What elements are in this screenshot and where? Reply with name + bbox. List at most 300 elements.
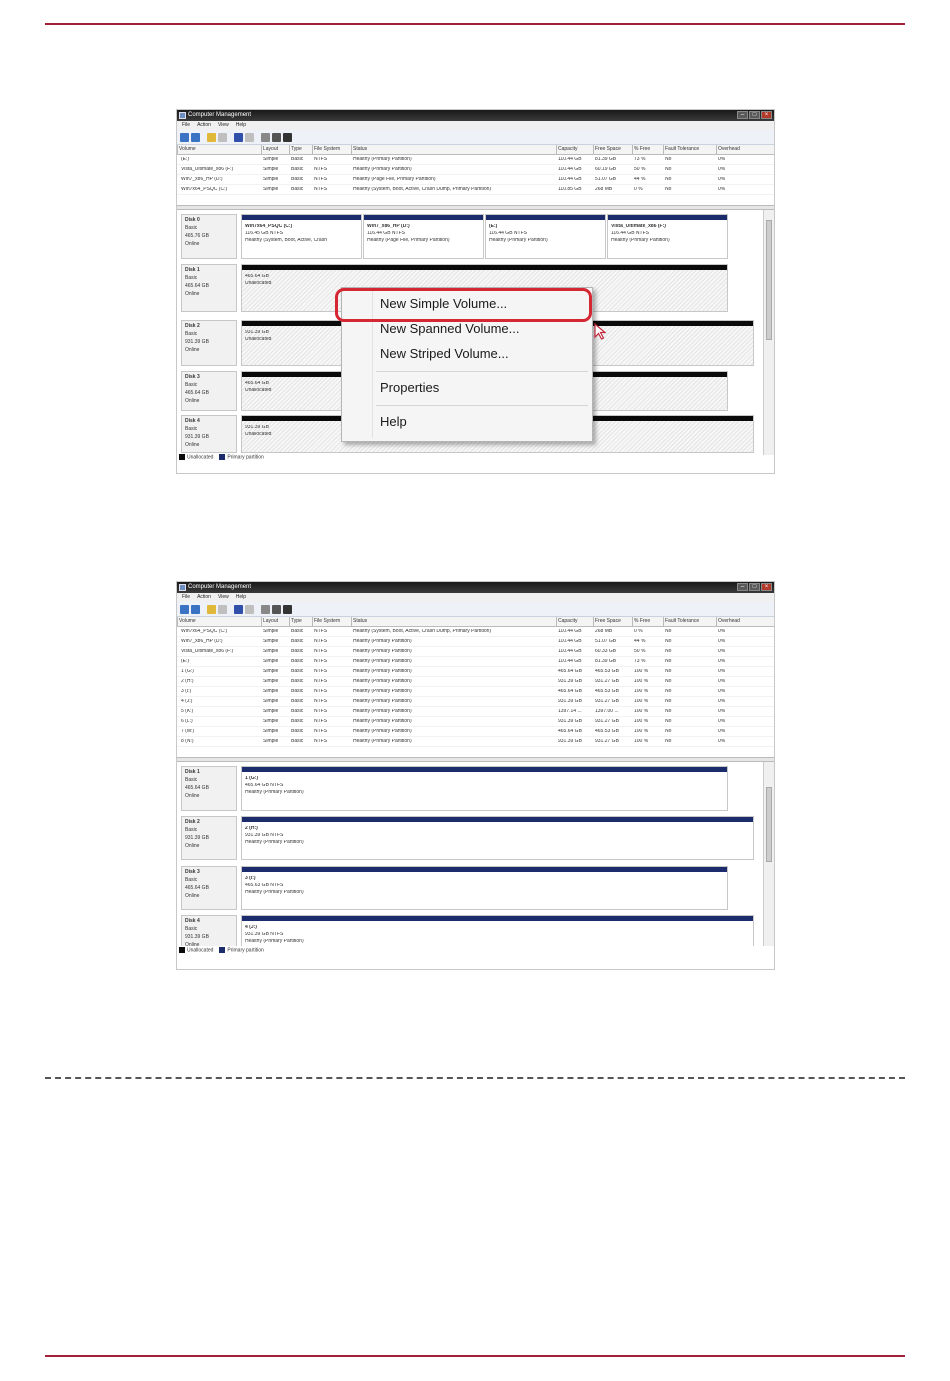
show-hide-tree-icon[interactable] (218, 133, 227, 142)
close-button[interactable]: × (761, 583, 772, 591)
menu-item-new-striped-volume[interactable]: New Striped Volume... (380, 346, 509, 361)
menu-item-new-simple-volume[interactable]: New Simple Volume... (380, 296, 508, 311)
cell-capacity: 931.39 GB (558, 699, 582, 704)
disk-size: 931.39 GB (185, 434, 209, 440)
footer-rule (45, 1355, 905, 1357)
legend (179, 454, 264, 460)
partition-status: Healthy (System, Boot, Active, Crash (245, 238, 327, 243)
partition-primary[interactable] (241, 915, 754, 946)
minimize-button[interactable]: – (737, 583, 748, 591)
table-row[interactable] (177, 717, 774, 727)
column-header-capacity[interactable]: Capacity (556, 617, 592, 627)
disk-view-icon[interactable] (272, 605, 281, 614)
disk-type: Basic (185, 926, 198, 932)
cell-capacity: 465.64 GB (558, 689, 582, 694)
partition-bar (242, 215, 361, 220)
table-row[interactable] (177, 657, 774, 667)
disk-row (181, 915, 755, 946)
cell-capacity: 465.64 GB (558, 669, 582, 674)
screenshot-disk-management-context-menu (176, 109, 775, 474)
forward-arrow-icon[interactable] (191, 133, 200, 142)
export-list-icon[interactable] (261, 133, 270, 142)
cell-status: Healthy (Primary Partition) (353, 709, 412, 714)
mouse-pointer-icon (593, 322, 613, 342)
cell-free-space: 931.27 GB (595, 699, 619, 704)
disk-size: 931.39 GB (185, 934, 209, 940)
disk-type: Basic (185, 827, 198, 833)
cell-percent-free: 100 % (634, 739, 649, 744)
column-header-file-system[interactable]: File System (312, 145, 350, 155)
forward-arrow-icon[interactable] (191, 605, 200, 614)
show-hide-tree-icon[interactable] (218, 605, 227, 614)
partition-name: Win7x64_PSQC (C:) (245, 224, 293, 229)
cell-free-space: 465.53 GB (595, 689, 619, 694)
cell-capacity: 110.44 GB (558, 629, 582, 634)
properties-icon[interactable] (234, 605, 243, 614)
disk-view-icon[interactable] (272, 133, 281, 142)
cell-free-space: 60.33 GB (595, 649, 617, 654)
column-header-capacity[interactable]: Capacity (556, 145, 592, 155)
disk-label[interactable] (181, 866, 237, 910)
cell-percent-free: 44 % (634, 639, 646, 644)
cell-file-system: NTFS (314, 709, 328, 714)
cell-capacity: 110.85 GB (558, 187, 582, 192)
column-header-type[interactable]: Type (289, 145, 311, 155)
cell-type: Basic (291, 709, 304, 714)
disk-type: Basic (185, 225, 198, 231)
cell-file-system: NTFS (314, 729, 328, 734)
cell-fault-tolerance: No (665, 739, 672, 744)
table-row[interactable] (177, 727, 774, 737)
section-divider (45, 1077, 905, 1079)
folder-up-icon[interactable] (207, 605, 216, 614)
partition-name: Win7_x86_HP (D:) (367, 224, 410, 229)
partition-bar (364, 215, 483, 220)
cell-volume: 2 (H:) (181, 679, 194, 684)
cell-type: Basic (291, 739, 304, 744)
help-icon[interactable] (245, 605, 254, 614)
partition-size: 116.45 GB NTFS (245, 231, 283, 236)
disk-size: 465.64 GB (185, 785, 209, 791)
disk-status: Online (185, 793, 200, 799)
cell-status: Healthy (Primary Partition) (353, 669, 412, 674)
cell-free-space: 81.39 GB (595, 659, 617, 664)
cell-volume: Win7_x86_HP (D:) (181, 639, 223, 644)
cell-layout: Simple (263, 729, 279, 734)
cell-overhead: 0% (718, 639, 726, 644)
cell-fault-tolerance: No (665, 187, 672, 192)
cell-free-space: 268 MB (595, 187, 613, 192)
partition-primary[interactable] (485, 214, 606, 259)
partition-primary[interactable] (241, 816, 754, 860)
disk-graphical-view (177, 762, 763, 946)
disk-name: Disk 1 (185, 267, 200, 273)
column-header-layout[interactable]: Layout (261, 145, 288, 155)
partition-status: Healthy (Page File, Primary Partition) (367, 238, 450, 243)
cell-type: Basic (291, 669, 304, 674)
cell-overhead: 0% (718, 729, 726, 734)
cell-overhead: 0% (718, 177, 726, 182)
table-row[interactable] (177, 677, 774, 687)
disk-status: Online (185, 398, 200, 404)
disk-name: Disk 2 (185, 323, 200, 329)
close-button[interactable]: × (761, 111, 772, 119)
menu-item-help[interactable]: Help (380, 414, 407, 429)
back-arrow-icon[interactable] (180, 605, 189, 614)
menu-item-new-spanned-volume[interactable]: New Spanned Volume... (380, 321, 520, 336)
table-row[interactable] (177, 687, 774, 697)
cell-volume: 4 (J:) (181, 699, 193, 704)
cell-layout: Simple (263, 659, 279, 664)
partition-size: 116.44 GB NTFS (489, 231, 527, 236)
disk-size: 465.76 GB (185, 233, 209, 239)
cell-free-space: 465.53 GB (595, 669, 619, 674)
disk-type: Basic (185, 275, 198, 281)
cell-overhead: 0% (718, 739, 726, 744)
disk-size: 465.64 GB (185, 885, 209, 891)
export-list-icon[interactable] (261, 605, 270, 614)
cell-layout: Simple (263, 719, 279, 724)
cell-status: Healthy (System, Boot, Active, Crash Dump, Primary Partition) (353, 187, 492, 192)
cell-overhead: 0% (718, 679, 726, 684)
cell-type: Basic (291, 659, 304, 664)
cell-volume: Win7_x86_HP (D:) (181, 177, 223, 182)
column-header-volume[interactable]: Volume (177, 145, 260, 155)
table-row[interactable] (177, 667, 774, 677)
partition-name: 3 (I:) (245, 876, 256, 881)
cell-capacity: 110.44 GB (558, 167, 582, 172)
cell-overhead: 0% (718, 167, 726, 172)
table-row[interactable] (177, 155, 774, 165)
menu-action[interactable]: Action (197, 122, 211, 128)
disk-name: Disk 4 (185, 418, 200, 424)
disk-label[interactable] (181, 766, 237, 811)
legend-primary-partition: Primary partition (227, 454, 264, 461)
cell-overhead: 0% (718, 709, 726, 714)
disk-name: Disk 2 (185, 819, 200, 825)
partition-primary[interactable] (363, 214, 484, 259)
cell-overhead: 0% (718, 699, 726, 704)
cell-file-system: NTFS (314, 639, 328, 644)
disk-status: Online (185, 843, 200, 849)
cell-percent-free: 100 % (634, 669, 649, 674)
table-row[interactable] (177, 737, 774, 747)
cell-volume: 6 (L:) (181, 719, 193, 724)
disk-type: Basic (185, 777, 198, 783)
cell-type: Basic (291, 729, 304, 734)
disk-label[interactable] (181, 264, 237, 312)
legend-swatch-primary (219, 454, 225, 460)
partition-status: Healthy (Primary Partition) (489, 238, 548, 243)
column-header-percent-free[interactable]: % Free (632, 145, 662, 155)
cell-volume: Vista_Ultimate_x86 (F:) (181, 649, 234, 654)
header-rule (45, 23, 905, 25)
volume-list (177, 617, 774, 747)
cell-file-system: NTFS (314, 649, 328, 654)
cell-type: Basic (291, 699, 304, 704)
cell-type: Basic (291, 629, 304, 634)
cell-layout: Simple (263, 669, 279, 674)
table-header-row (177, 617, 774, 627)
cell-file-system: NTFS (314, 739, 328, 744)
cell-free-space: 51.07 GB (595, 177, 617, 182)
cell-fault-tolerance: No (665, 699, 672, 704)
cell-type: Basic (291, 167, 304, 172)
scrollbar-thumb[interactable] (766, 787, 772, 862)
partition-size: 465.64 GB (245, 274, 269, 279)
column-header-fault-tolerance[interactable]: Fault Tolerance (663, 145, 715, 155)
column-header-volume[interactable]: Volume (177, 617, 260, 627)
menu-help[interactable]: Help (235, 594, 247, 600)
cell-layout: Simple (263, 699, 279, 704)
cell-file-system: NTFS (314, 719, 328, 724)
disk-size: 465.64 GB (185, 283, 209, 289)
disk-type: Basic (185, 331, 198, 337)
cell-capacity: 931.39 GB (558, 739, 582, 744)
cell-percent-free: 73 % (634, 659, 646, 664)
cell-file-system: NTFS (314, 689, 328, 694)
cell-fault-tolerance: No (665, 679, 672, 684)
disk-status: Online (185, 893, 200, 899)
maximize-button[interactable]: □ (749, 583, 760, 591)
cell-overhead: 0% (718, 669, 726, 674)
menu-separator (376, 371, 588, 372)
cell-layout: Simple (263, 629, 279, 634)
column-header-percent-free[interactable]: % Free (632, 617, 662, 627)
partition-name: 4 (J:) (245, 925, 257, 930)
column-header-overhead[interactable]: Overhead (716, 145, 756, 155)
cell-file-system: NTFS (314, 679, 328, 684)
menu-bar (177, 593, 774, 602)
partition-status: Healthy (Primary Partition) (245, 840, 304, 845)
cell-file-system: NTFS (314, 157, 328, 162)
disk-name: Disk 3 (185, 869, 200, 875)
partition-bar (242, 817, 753, 822)
partition-primary[interactable] (607, 214, 728, 259)
table-row[interactable] (177, 185, 774, 195)
computer-management-icon (179, 112, 186, 119)
partition-name: (E:) (489, 224, 498, 229)
cell-status: Healthy (Primary Partition) (353, 739, 412, 744)
disk-view-scrollbar[interactable] (763, 210, 774, 455)
highlight-callout (335, 288, 592, 322)
partition-size: 931.39 GB (245, 330, 269, 335)
column-header-layout[interactable]: Layout (261, 617, 288, 627)
disk-status: Online (185, 241, 200, 247)
table-row[interactable] (177, 707, 774, 717)
cell-type: Basic (291, 177, 304, 182)
disk-row (181, 816, 755, 860)
cell-percent-free: 100 % (634, 689, 649, 694)
cell-layout: Simple (263, 679, 279, 684)
folder-up-icon[interactable] (207, 133, 216, 142)
partition-primary[interactable] (241, 866, 728, 910)
partition-status: Unallocated (245, 337, 272, 342)
cell-percent-free: 0 % (634, 629, 643, 634)
help-icon[interactable] (245, 133, 254, 142)
table-row[interactable] (177, 627, 774, 637)
partition-size: 116.44 GB NTFS (367, 231, 405, 236)
disk-status: Online (185, 291, 200, 297)
disk-name: Disk 3 (185, 374, 200, 380)
disk-label[interactable] (181, 816, 237, 860)
cell-layout: Simple (263, 167, 279, 172)
cell-overhead: 0% (718, 187, 726, 192)
table-row[interactable] (177, 647, 774, 657)
disk-label[interactable] (181, 415, 237, 453)
cell-overhead: 0% (718, 689, 726, 694)
rescan-icon[interactable] (283, 605, 292, 614)
partition-primary[interactable] (241, 766, 728, 811)
cell-layout: Simple (263, 177, 279, 182)
window-titlebar (177, 582, 774, 593)
partition-status: Healthy (Primary Partition) (245, 890, 304, 895)
partition-status: Unallocated (245, 432, 272, 437)
menu-bar (177, 121, 774, 130)
cell-volume: (E:) (181, 157, 190, 162)
column-header-status[interactable]: Status (351, 617, 555, 627)
cell-percent-free: 50 % (634, 167, 646, 172)
scrollbar-thumb[interactable] (766, 220, 772, 340)
cell-free-space: 1397.00 ... (595, 709, 619, 714)
menu-file[interactable]: File (182, 594, 191, 600)
cell-free-space: 931.27 GB (595, 739, 619, 744)
column-header-overhead[interactable]: Overhead (716, 617, 756, 627)
disk-type: Basic (185, 382, 198, 388)
column-header-status[interactable]: Status (351, 145, 555, 155)
partition-bar (242, 767, 727, 772)
cell-status: Healthy (Primary Partition) (353, 719, 412, 724)
cell-volume: 7 (M:) (181, 729, 195, 734)
legend-unallocated: Unallocated (187, 454, 214, 461)
disk-view-scrollbar[interactable] (763, 762, 774, 946)
cell-fault-tolerance: No (665, 709, 672, 714)
partition-bar (242, 867, 727, 872)
cell-volume: (E:) (181, 659, 190, 664)
menu-action[interactable]: Action (197, 594, 211, 600)
properties-icon[interactable] (234, 133, 243, 142)
cell-free-space: 268 MB (595, 629, 613, 634)
menu-view[interactable]: View (217, 122, 229, 128)
cell-overhead: 0% (718, 649, 726, 654)
cell-free-space: 81.39 GB (595, 157, 617, 162)
partition-bar (242, 916, 753, 921)
column-header-free-space[interactable]: Free Space (593, 145, 631, 155)
cell-volume: 8 (N:) (181, 739, 194, 744)
toolbar (177, 130, 774, 145)
menu-help[interactable]: Help (235, 122, 247, 128)
cell-volume: Win7x64_PSQC (C:) (181, 629, 228, 634)
cell-percent-free: 100 % (634, 729, 649, 734)
cell-percent-free: 73 % (634, 157, 646, 162)
cell-capacity: 110.44 GB (558, 157, 582, 162)
cell-status: Healthy (Primary Partition) (353, 659, 412, 664)
menu-file[interactable]: File (182, 122, 191, 128)
column-header-free-space[interactable]: Free Space (593, 617, 631, 627)
partition-bar (608, 215, 727, 220)
legend-swatch-unallocated (179, 454, 185, 460)
cell-status: Healthy (Primary Partition) (353, 729, 412, 734)
back-arrow-icon[interactable] (180, 133, 189, 142)
disk-label[interactable] (181, 371, 237, 411)
cell-layout: Simple (263, 739, 279, 744)
cell-file-system: NTFS (314, 659, 328, 664)
cell-percent-free: 100 % (634, 679, 649, 684)
cell-capacity: 931.39 GB (558, 679, 582, 684)
table-row[interactable] (177, 175, 774, 185)
cell-capacity: 465.64 GB (558, 729, 582, 734)
legend-primary-partition: Primary partition (227, 947, 264, 954)
cell-type: Basic (291, 679, 304, 684)
partition-status: Healthy (Primary Partition) (611, 238, 670, 243)
cell-file-system: NTFS (314, 167, 328, 172)
legend-unallocated: Unallocated (187, 947, 214, 954)
cell-overhead: 0% (718, 629, 726, 634)
partition-status: Healthy (Primary Partition) (245, 790, 304, 795)
disk-name: Disk 4 (185, 918, 200, 924)
cell-type: Basic (291, 689, 304, 694)
disk-type: Basic (185, 877, 198, 883)
cell-capacity: 110.44 GB (558, 649, 582, 654)
cell-free-space: 60.19 GB (595, 167, 617, 172)
partition-status: Unallocated (245, 388, 272, 393)
cell-overhead: 0% (718, 719, 726, 724)
menu-view[interactable]: View (217, 594, 229, 600)
cell-layout: Simple (263, 157, 279, 162)
disk-status: Online (185, 347, 200, 353)
partition-size: 931.39 GB NTFS (245, 833, 284, 838)
disk-label[interactable] (181, 915, 237, 946)
table-header-row (177, 145, 774, 155)
minimize-button[interactable]: – (737, 111, 748, 119)
cell-capacity: 110.44 GB (558, 639, 582, 644)
table-row[interactable] (177, 637, 774, 647)
disk-size: 931.39 GB (185, 339, 209, 345)
disk-name: Disk 1 (185, 769, 200, 775)
legend-swatch-primary (219, 947, 225, 953)
cell-volume: Win7x64_PSQC (C:) (181, 187, 228, 192)
cell-status: Healthy (Primary Partition) (353, 699, 412, 704)
cell-fault-tolerance: No (665, 157, 672, 162)
column-header-file-system[interactable]: File System (312, 617, 350, 627)
cell-fault-tolerance: No (665, 649, 672, 654)
column-header-type[interactable]: Type (289, 617, 311, 627)
table-row[interactable] (177, 697, 774, 707)
disk-label[interactable] (181, 214, 237, 259)
rescan-icon[interactable] (283, 133, 292, 142)
cell-capacity: 110.44 GB (558, 659, 582, 664)
disk-label[interactable] (181, 320, 237, 366)
cell-volume: Vista_Ultimate_x86 (F:) (181, 167, 234, 172)
menu-item-properties[interactable]: Properties (380, 380, 440, 395)
partition-size: 465.64 GB (245, 381, 269, 386)
menu-separator (376, 405, 588, 406)
cell-status: Healthy (System, Boot, Active, Crash Dump, Primary Partition) (353, 629, 492, 634)
partition-primary[interactable] (241, 214, 362, 259)
disk-type: Basic (185, 426, 198, 432)
cell-type: Basic (291, 187, 304, 192)
cell-fault-tolerance: No (665, 659, 672, 664)
partition-status: Healthy (Primary Partition) (245, 939, 304, 944)
cell-free-space: 465.53 GB (595, 729, 619, 734)
maximize-button[interactable]: □ (749, 111, 760, 119)
table-row[interactable] (177, 165, 774, 175)
cell-fault-tolerance: No (665, 177, 672, 182)
cell-status: Healthy (Primary Partition) (353, 157, 412, 162)
column-header-fault-tolerance[interactable]: Fault Tolerance (663, 617, 715, 627)
cell-layout: Simple (263, 709, 279, 714)
disk-size: 931.39 GB (185, 835, 209, 841)
